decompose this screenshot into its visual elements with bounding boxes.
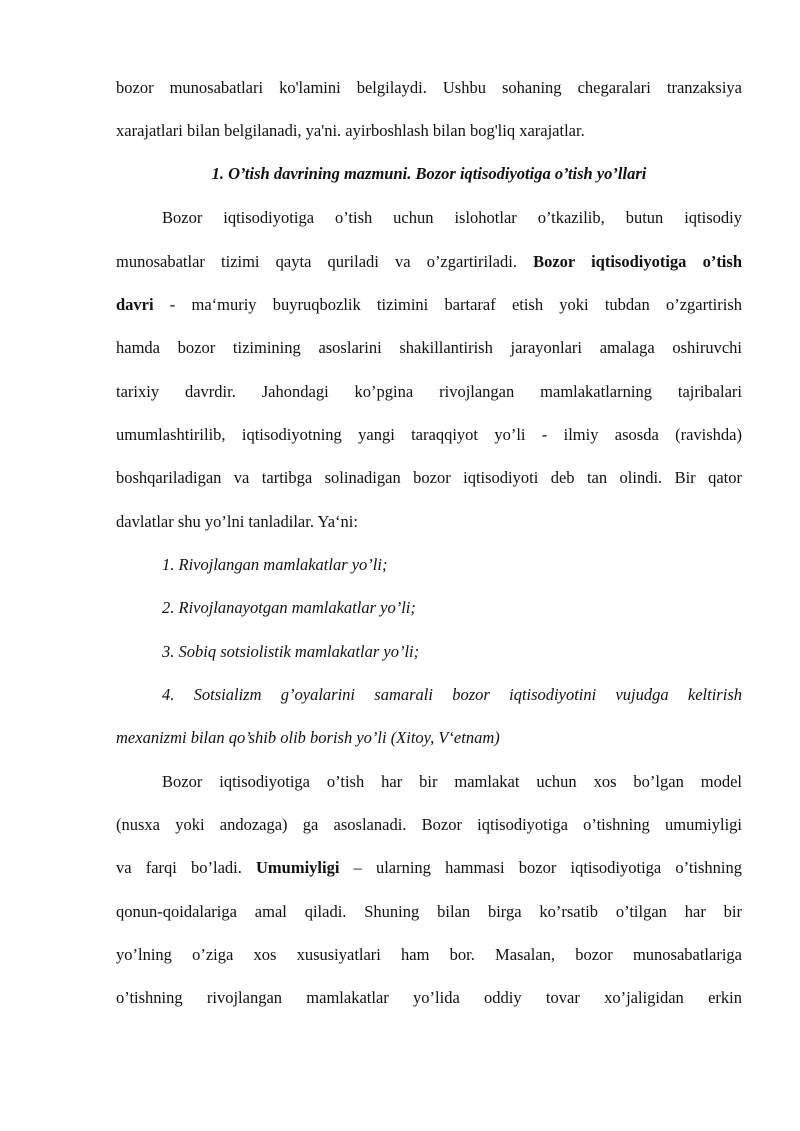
p2-line-3 <box>116 858 742 878</box>
p1-line-1: Bozor iqtisodiyotiga o’tish uchun islohotlar o’tkazilib, butun iqtisodiy <box>162 208 742 227</box>
intro-line-2: xarajatlari bilan belgilanadi, ya'ni. ayirboshlash bilan bog'liq xarajatlar. <box>116 121 585 140</box>
p1-line-3 <box>116 295 742 315</box>
p2-line-3-rest: – ularning hammasi bozor iqtisodiyotiga o’tishning <box>339 858 742 877</box>
p2-line-1: Bozor iqtisodiyotiga o’tish har bir mamlakat uchun xos bo’lgan model <box>162 772 742 791</box>
list-item-1: 1. Rivojlangan mamlakatlar yo’li; <box>162 555 388 574</box>
p1-line-4: hamda bozor tizimining asoslarini shakillantirish jarayonlari amalaga oshiruvchi <box>116 338 742 357</box>
p2-line-2: (nusxa yoki andozaga) ga asoslanadi. Bozor iqtisodiyotiga o’tishning umumiyligi <box>116 815 742 834</box>
p1-line-3-text: - ma‘muriy buyruqbozlik tizimini bartaraf etish yoki tubdan o’zgartirish <box>153 295 742 314</box>
p2-line-5: yo’lning o’ziga xos xususiyatlari ham bor. Masalan, bozor munosabatlariga <box>116 945 742 964</box>
p1-line-7: boshqariladigan va tartibga solinadigan bozor iqtisodiyoti deb tan olindi. Bir qator <box>116 468 742 487</box>
p1-line-8: davlatlar shu yo’lni tanladilar. Ya‘ni: <box>116 512 358 531</box>
section-heading: 1. O’tish davrining mazmuni. Bozor iqtisodiyotiga o’tish yo’llari <box>211 164 647 183</box>
p2-line-6: o’tishning rivojlangan mamlakatlar yo’lida oddiy tovar xo’jaligidan erkin <box>116 988 742 1007</box>
p2-term-umumiyligi: Umumiyligi <box>256 858 340 877</box>
intro-line-1: bozor munosabatlari ko'lamini belgilaydi. Ushbu sohaning chegaralari tranzaksiya <box>116 78 742 97</box>
p1-line-2-text: munosabatlar tizimi qayta quriladi va o’zgartiriladi. <box>116 252 517 271</box>
list-item-2: 2. Rivojlanayotgan mamlakatlar yo’li; <box>162 598 416 617</box>
p1-line-5: tarixiy davrdir. Jahondagi ko’pgina rivojlangan mamlakatlarning tajribalari <box>116 382 742 401</box>
p1-line-2 <box>116 252 742 272</box>
p2-line-3-text: va farqi bo’ladi. <box>116 858 242 877</box>
p2-line-4: qonun-qoidalariga amal qiladi. Shuning bilan birga ko’rsatib o’tilgan har bir <box>116 902 742 921</box>
p1-term-davri: davri <box>116 295 154 314</box>
p1-line-6: umumlashtirilib, iqtisodiyotning yangi taraqqiyot yo’li - ilmiy asosda (ravishda) <box>116 425 742 444</box>
list-item-3: 3. Sobiq sotsiolistik mamlakatlar yo’li; <box>162 642 420 661</box>
list-item-4: 4. Sotsializm g’oyalarini samarali bozor iqtisodiyotini vujudga keltirish <box>162 685 742 704</box>
p1-term-bold: Bozor iqtisodiyotiga o’tish <box>533 252 742 271</box>
list-item-4-continued: mexanizmi bilan qo’shib olib borish yo’li (Xitoy, V‘etnam) <box>116 728 500 747</box>
